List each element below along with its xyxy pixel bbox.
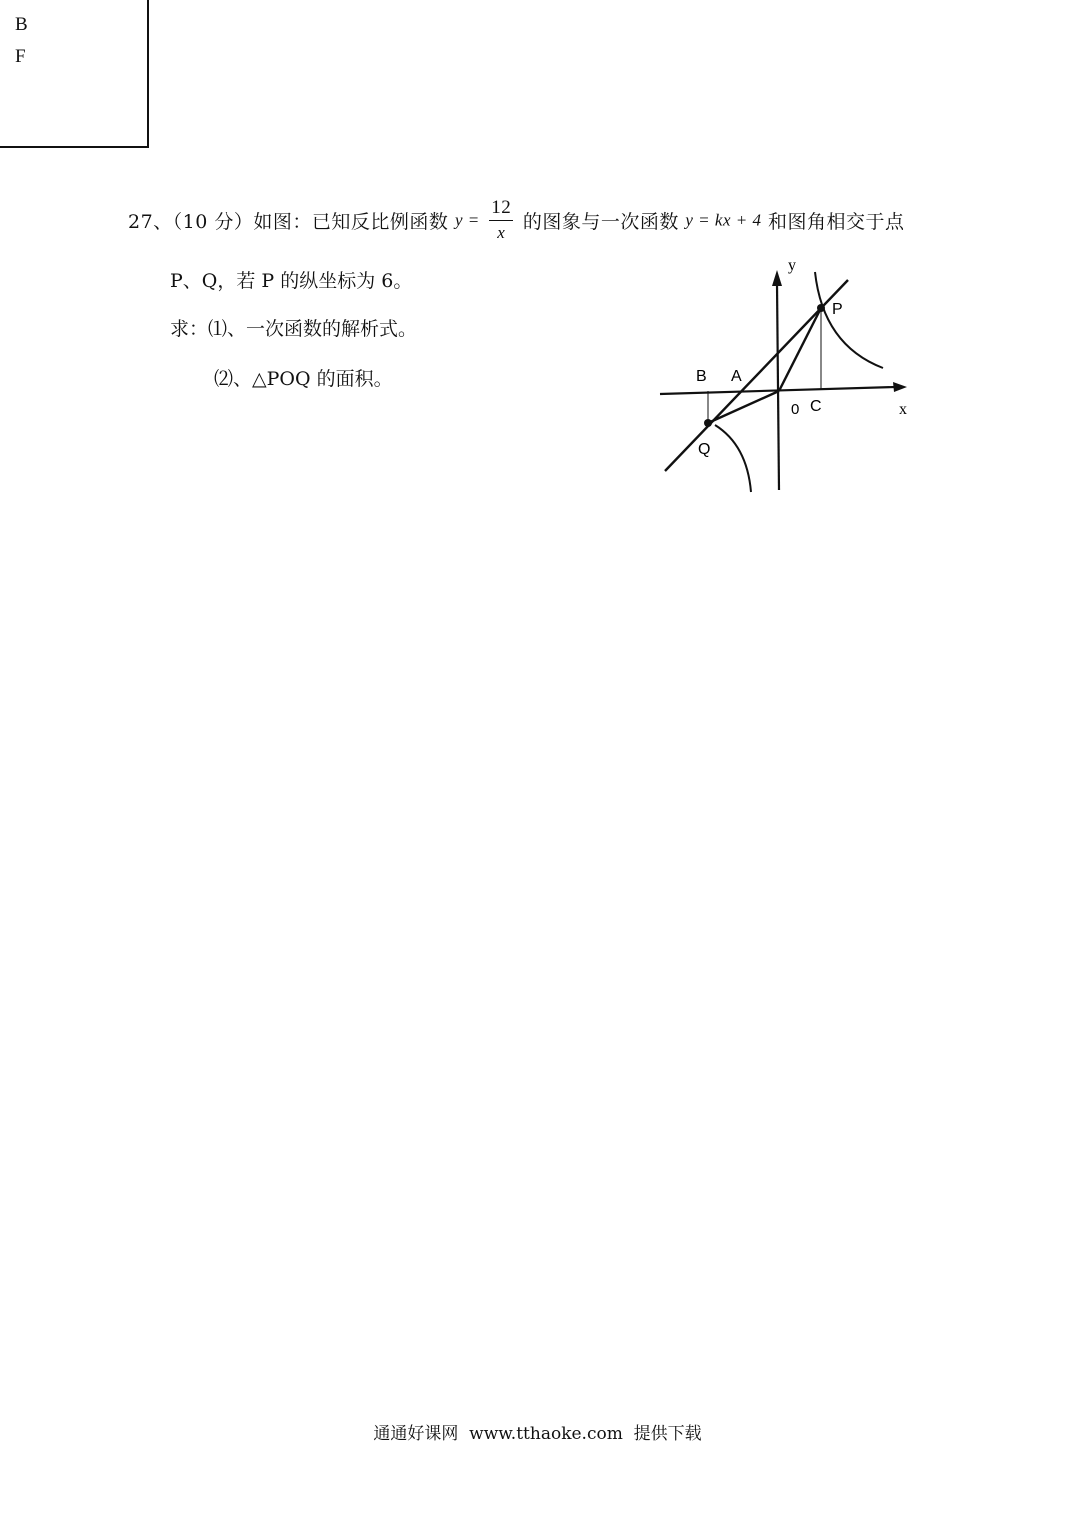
- x-axis-arrow: [893, 382, 907, 392]
- segment-oq: [708, 391, 779, 423]
- hyperbola-branch-1: [815, 272, 883, 368]
- graph-figure: [655, 250, 925, 500]
- question-line-1: [128, 196, 905, 245]
- label-c: C: [810, 398, 822, 415]
- y-axis-label: y: [788, 257, 796, 274]
- label-q: Q: [698, 441, 711, 458]
- point-p: [817, 304, 825, 312]
- y-axis: [777, 284, 779, 490]
- label-origin: 0: [791, 401, 800, 418]
- hyperbola-branch-2: [715, 425, 751, 492]
- func2-expression: y = kx + 4: [685, 210, 762, 230]
- label-a: A: [731, 368, 742, 385]
- question-line-4: ⑵、△POQ 的面积。: [214, 368, 393, 390]
- question-middle: 的图象与一次函数: [522, 211, 679, 233]
- segment-op: [779, 308, 821, 391]
- answer-letter-2: F: [15, 46, 26, 67]
- func1-lhs: y =: [454, 210, 480, 230]
- x-axis-label: x: [899, 401, 907, 418]
- page-footer: 通通好课网 www.tthaoke.com 提供下载: [373, 1424, 702, 1444]
- point-q: [704, 419, 712, 427]
- question-line-2: P、Q，若 P 的纵坐标为 6。: [170, 270, 413, 292]
- func1-denominator: x: [497, 223, 506, 242]
- question-suffix: 和图角相交于点: [768, 211, 905, 233]
- label-p: P: [832, 301, 843, 318]
- answer-letter-1: B: [15, 14, 28, 35]
- label-b: B: [696, 368, 707, 385]
- question-prefix: 27、（10 分）如图：已知反比例函数: [128, 211, 449, 233]
- question-line-3: 求：⑴、一次函数的解析式。: [170, 318, 418, 340]
- func1-numerator: 12: [489, 196, 513, 221]
- func1-fraction: [489, 196, 513, 245]
- y-axis-arrow: [772, 270, 782, 286]
- answer-box: [0, 0, 149, 148]
